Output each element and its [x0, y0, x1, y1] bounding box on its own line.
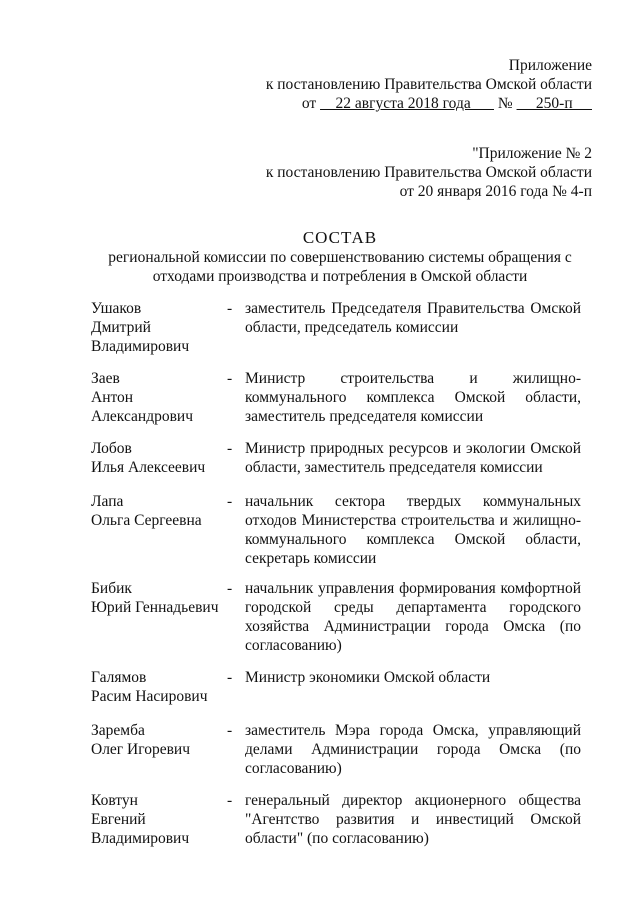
member-role: заместитель Председателя Правительства Омской области, председатель комиссии: [245, 300, 581, 336]
member-name: [91, 439, 227, 477]
member-name: [91, 492, 227, 568]
member-role: генеральный директор акционерного общества "Агентство развития и инвестиций Омской области" (по согласованию): [245, 792, 581, 847]
member-name-part: Бибик: [91, 580, 132, 597]
member-name-part: Александрович: [91, 408, 193, 425]
member-dash: -: [227, 440, 233, 457]
member-dash: -: [227, 300, 233, 317]
member-name-part: Лобов: [91, 440, 132, 457]
member-name-part: Заремба: [91, 722, 145, 739]
annex2-date: от 20 января 2016 года № 4-п: [399, 183, 592, 200]
member-name: [91, 299, 227, 356]
approval-date-prefix: от: [301, 95, 317, 112]
title-heading: СОСТАВ: [302, 228, 378, 247]
member-name-part: Владимирович: [91, 338, 190, 355]
annex2-resolution: к постановлению Правительства Омской области: [265, 164, 592, 181]
member-name-part: Дмитрий: [91, 319, 151, 336]
member-role: начальник управления формирования комфортной городской среды департамента городского хозяйства Администрации города Омска (по согласованию): [245, 580, 581, 654]
approval-date: 22 августа 2018 года: [320, 95, 494, 112]
member-row: [91, 721, 581, 778]
approval-title: Приложение: [508, 57, 592, 74]
member-name-part: Галямов: [91, 669, 147, 686]
member-name-part: Илья Алексеевич: [91, 459, 206, 476]
annex2-title: "Приложение № 2: [472, 145, 592, 162]
annex2-header: [266, 144, 592, 201]
member-dash: -: [227, 669, 233, 686]
member-role: Министр строительства и жилищно-коммунального комплекса Омской области, заместитель председателя комиссии: [245, 370, 581, 425]
member-name-part: Заев: [91, 370, 120, 387]
member-dash: -: [227, 580, 233, 597]
member-name-part: Антон: [91, 389, 134, 406]
member-name-part: Владимирович: [91, 830, 190, 847]
member-role: Министр природных ресурсов и экологии Омской области, заместитель председателя комиссии: [245, 440, 581, 476]
member-name: [91, 668, 227, 706]
approval-date-line: [266, 94, 592, 113]
title-line-2: отходами производства и потребления в Омской области: [152, 268, 528, 285]
member-role: начальник сектора твердых коммунальных отходов Министерства строительства и жилищно-коммунального комплекса Омской области, секретарь комиссии: [245, 493, 581, 567]
title-line-1: региональной комиссии по совершенствованию системы обращения с: [108, 249, 572, 266]
member-name-part: Ковтун: [91, 792, 138, 809]
member-dash: -: [227, 370, 233, 387]
member-role: заместитель Мэра города Омска, управляющий делами Администрации города Омска (по согласованию): [245, 722, 581, 777]
member-row: [91, 579, 581, 655]
member-row: [91, 299, 581, 356]
member-row: [91, 492, 581, 568]
member-name-part: Ольга Сергеевна: [91, 512, 202, 529]
approval-header: [266, 56, 592, 113]
member-name: [91, 721, 227, 778]
member-name: [91, 579, 227, 655]
member-row: [91, 668, 581, 706]
member-row: [91, 439, 581, 477]
member-dash: -: [227, 792, 233, 809]
member-name: [91, 369, 227, 426]
member-row: [91, 369, 581, 426]
member-name-part: Расим Насирович: [91, 688, 208, 705]
approval-resolution: к постановлению Правительства Омской области: [265, 76, 592, 93]
member-dash: -: [227, 493, 233, 510]
approval-number-label: №: [497, 95, 513, 112]
member-row: [91, 791, 581, 848]
member-name-part: Юрий Геннадьевич: [91, 599, 219, 616]
member-name-part: Ушаков: [91, 300, 142, 317]
member-dash: -: [227, 722, 233, 739]
approval-number: 250-п: [516, 95, 592, 112]
member-role: Министр экономики Омской области: [245, 669, 491, 686]
member-name-part: Олег Игоревич: [91, 741, 190, 758]
member-name-part: Лапа: [91, 493, 124, 510]
member-name: [91, 791, 227, 848]
member-name-part: Евгений: [91, 811, 146, 828]
document-title: [70, 228, 610, 286]
